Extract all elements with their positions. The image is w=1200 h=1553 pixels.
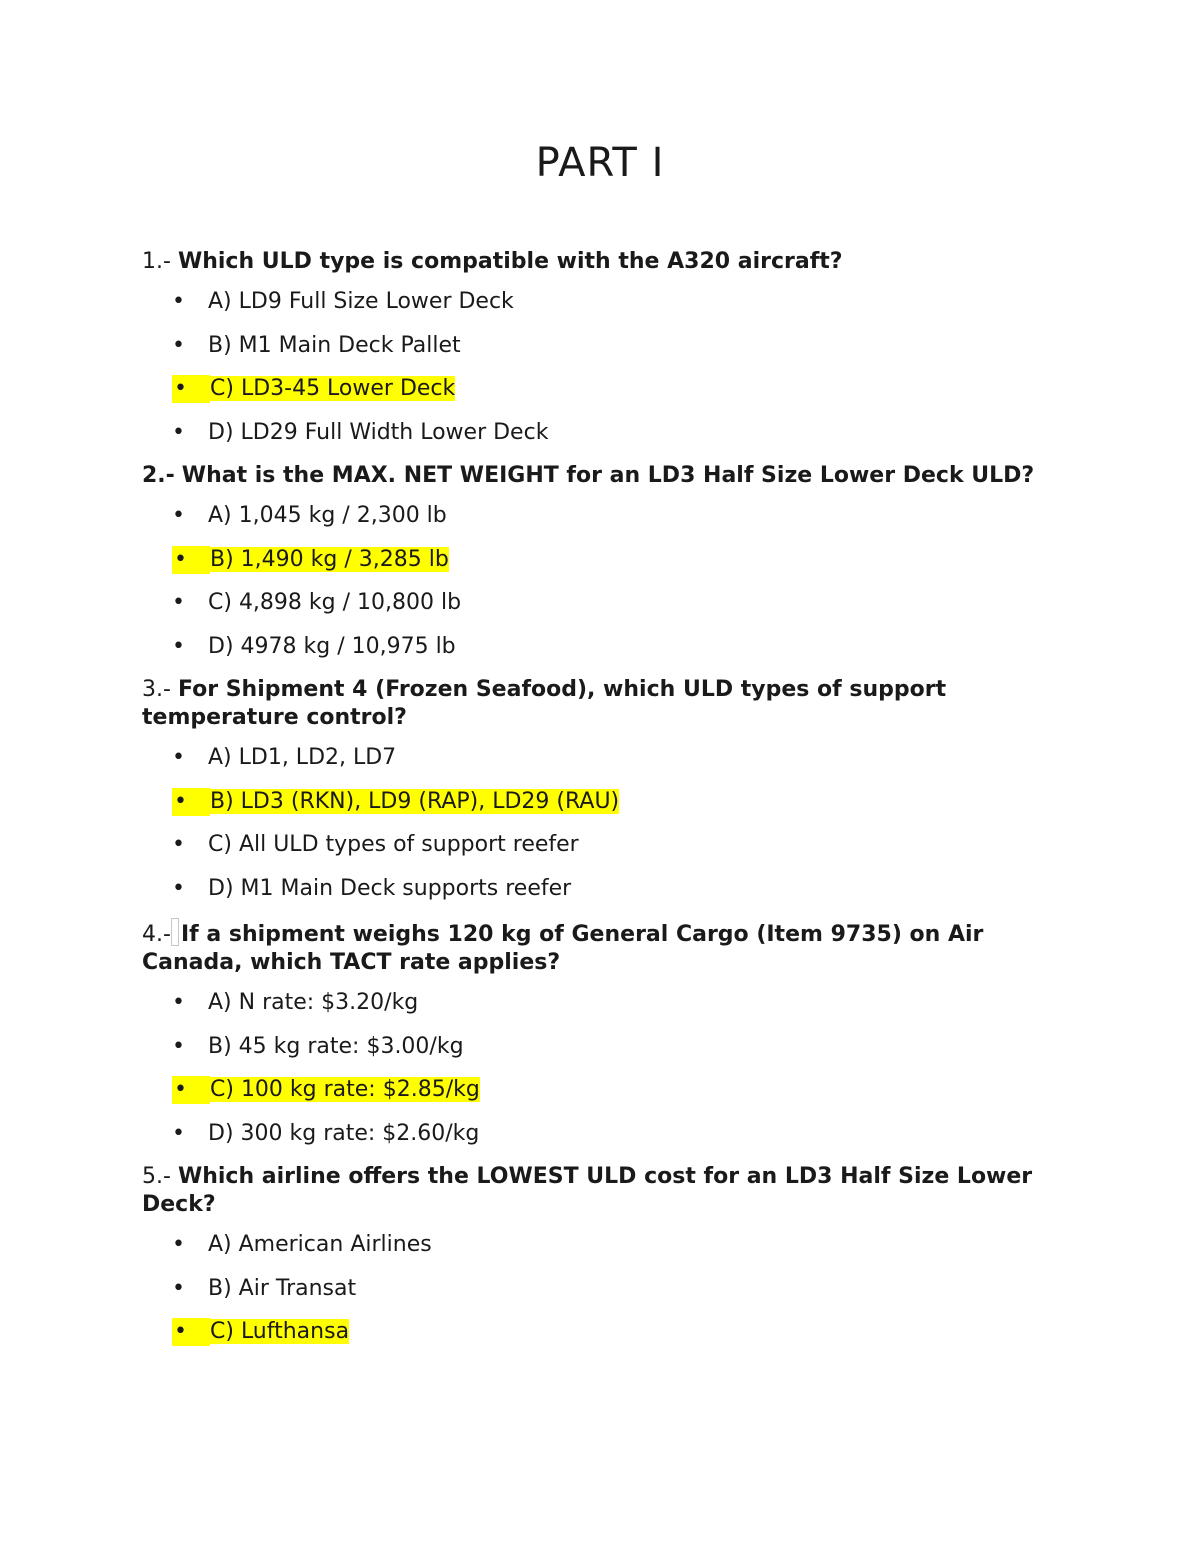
bullet-icon: • <box>172 289 185 314</box>
answer-option-b-correct <box>142 546 1062 574</box>
option-label: D) 300 kg rate: $2.60/kg <box>208 1120 480 1146</box>
bullet-icon: • <box>172 1275 185 1301</box>
question-number: 2.- <box>142 463 175 488</box>
option-label: D) M1 Main Deck supports reefer <box>208 875 572 901</box>
bullet-icon: • <box>172 875 185 901</box>
option-label: A) American Airlines <box>208 1232 432 1257</box>
answer-option-d <box>142 419 1062 447</box>
option-label: B) 45 kg rate: $3.00/kg <box>208 1033 464 1059</box>
answer-option-d <box>142 1120 1062 1148</box>
answer-option-d <box>142 875 1062 903</box>
question-4 <box>142 918 1062 977</box>
bullet-icon: • <box>172 788 210 816</box>
answer-option-a <box>142 502 1062 530</box>
question-5 <box>142 1163 1062 1219</box>
answer-option-a <box>142 1231 1062 1259</box>
option-label: D) 4978 kg / 10,975 lb <box>208 633 456 659</box>
option-label: C) 4,898 kg / 10,800 lb <box>208 590 462 615</box>
bullet-icon: • <box>172 990 185 1015</box>
bullet-icon: • <box>172 1120 185 1146</box>
option-label: B) LD3 (RKN), LD9 (RAP), LD29 (RAU) <box>210 788 620 814</box>
question-text: If a shipment weighs 120 kg of General Cargo (Item 9735) on Air Canada, which TACT rate applies? <box>142 922 984 975</box>
question-block-3 <box>142 676 1062 903</box>
question-block-1 <box>142 248 1062 447</box>
bullet-icon: • <box>172 590 185 615</box>
question-text: What is the MAX. NET WEIGHT for an LD3 Half Size Lower Deck ULD? <box>181 463 1035 488</box>
question-text: Which ULD type is compatible with the A320 aircraft? <box>177 249 843 274</box>
bullet-icon: • <box>172 1232 185 1257</box>
answer-options <box>142 288 1062 447</box>
bullet-icon: • <box>172 1318 210 1346</box>
answer-option-a <box>142 744 1062 772</box>
bullet-icon: • <box>172 332 185 358</box>
option-label: D) LD29 Full Width Lower Deck <box>208 419 549 445</box>
bullet-icon: • <box>172 745 185 770</box>
question-list <box>142 248 1062 1362</box>
question-3 <box>142 676 1062 732</box>
answer-option-a <box>142 288 1062 316</box>
answer-option-b <box>142 1033 1062 1061</box>
bullet-icon: • <box>172 633 185 659</box>
option-label: B) M1 Main Deck Pallet <box>208 332 461 358</box>
question-number: 3.- <box>142 677 171 702</box>
question-number: 5.- <box>142 1164 171 1189</box>
option-label: C) LD3-45 Lower Deck <box>210 376 456 401</box>
question-number: 4.- <box>142 922 171 947</box>
question-block-2 <box>142 462 1062 661</box>
option-label: A) 1,045 kg / 2,300 lb <box>208 503 447 528</box>
option-label: A) LD1, LD2, LD7 <box>208 745 397 770</box>
bullet-icon: • <box>172 375 210 403</box>
option-label: A) N rate: $3.20/kg <box>208 990 419 1015</box>
answer-option-c <box>142 589 1062 617</box>
bullet-icon: • <box>172 1076 210 1104</box>
question-number: 1.- <box>142 249 171 274</box>
option-label: C) All ULD types of support reefer <box>208 832 579 857</box>
bullet-icon: • <box>172 1033 185 1059</box>
bullet-icon: • <box>172 419 185 445</box>
question-1 <box>142 248 1062 276</box>
answer-options <box>142 989 1062 1148</box>
answer-options <box>142 1231 1062 1346</box>
answer-option-c <box>142 831 1062 859</box>
answer-option-b <box>142 332 1062 360</box>
question-text: Which airline offers the LOWEST ULD cost for an LD3 Half Size Lower Deck? <box>142 1164 1033 1217</box>
question-2 <box>142 462 1062 490</box>
option-label: C) 100 kg rate: $2.85/kg <box>210 1077 480 1102</box>
question-text: For Shipment 4 (Frozen Seafood), which ULD types of support temperature control? <box>142 677 947 730</box>
answer-options <box>142 502 1062 661</box>
question-block-4 <box>142 918 1062 1148</box>
option-label: C) Lufthansa <box>210 1319 350 1344</box>
answer-option-b <box>142 1275 1062 1303</box>
option-label: A) LD9 Full Size Lower Deck <box>208 289 514 314</box>
answer-option-c-correct <box>142 1318 1062 1346</box>
bullet-icon: • <box>172 503 185 528</box>
answer-option-c-correct <box>142 1076 1062 1104</box>
bullet-icon: • <box>172 832 185 857</box>
option-label: B) 1,490 kg / 3,285 lb <box>210 546 449 572</box>
answer-option-d <box>142 633 1062 661</box>
page-title: PART I <box>535 140 665 186</box>
option-label: B) Air Transat <box>208 1275 357 1301</box>
answer-option-c-correct <box>142 375 1062 403</box>
bullet-icon: • <box>172 546 210 574</box>
text-cursor-icon <box>171 918 179 946</box>
answer-option-b-correct <box>142 788 1062 816</box>
answer-options <box>142 744 1062 903</box>
answer-option-a <box>142 989 1062 1017</box>
question-block-5 <box>142 1163 1062 1346</box>
